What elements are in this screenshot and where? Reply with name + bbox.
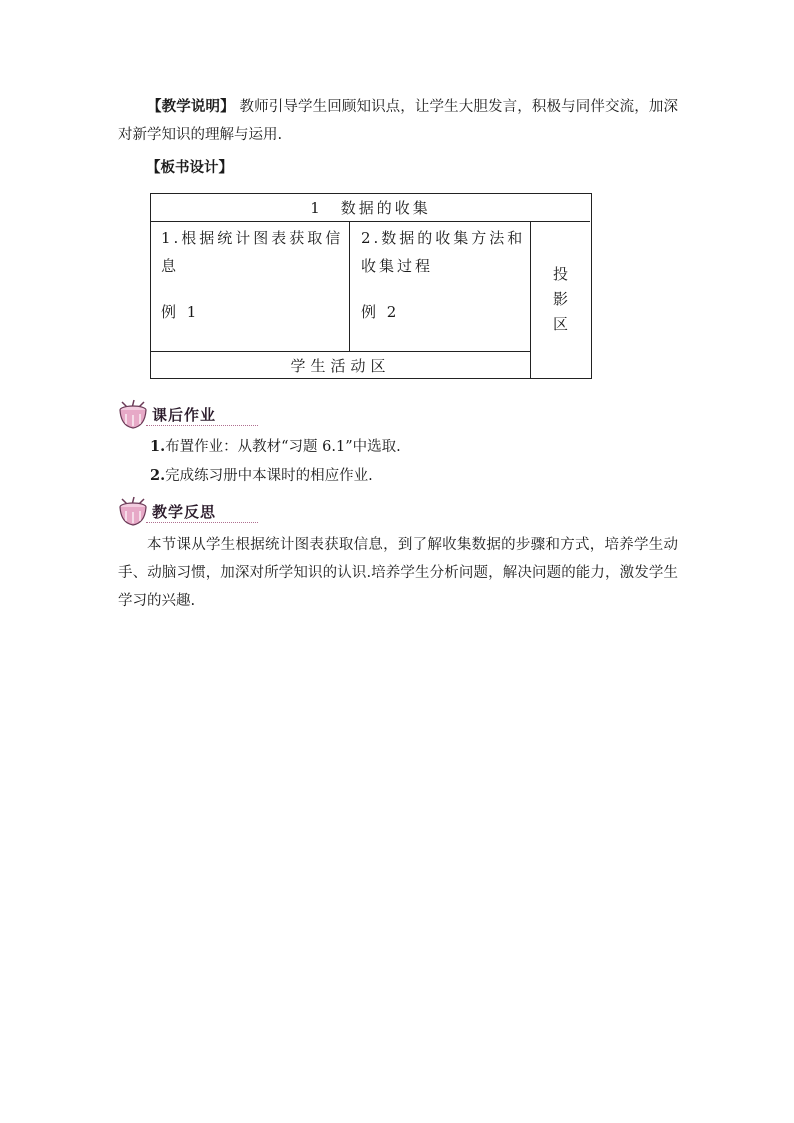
teaching-note xyxy=(118,93,678,149)
bag-icon xyxy=(116,495,156,529)
board-left-example: 例 1 xyxy=(161,303,200,321)
homework-item-1-text: 布置作业：从教材“习题 6.1”中选取. xyxy=(165,439,401,455)
bag-icon xyxy=(116,398,156,432)
homework-item-2 xyxy=(150,463,373,489)
board-left-text: 1.根据统计图表获取信息 xyxy=(161,229,344,275)
homework-section-title: 课后作业 xyxy=(152,406,217,424)
board-middle-text: 2.数据的收集方法和收集过程 xyxy=(361,229,526,275)
teaching-note-text: 教师引导学生回顾知识点，让学生大胆发言，积极与同伴交流，加深对新学知识的理解与运用. xyxy=(118,99,679,143)
board-middle-example: 例 2 xyxy=(361,303,400,321)
homework-item-1-num: 1. xyxy=(150,438,166,455)
reflection-section-title: 教学反思 xyxy=(152,503,217,521)
homework-item-2-text: 完成练习册中本课时的相应作业. xyxy=(165,468,373,484)
homework-section-badge xyxy=(116,398,258,432)
reflection-section-badge xyxy=(116,495,258,529)
teaching-note-label: 【教学说明】 xyxy=(147,98,235,115)
homework-item-2-num: 2. xyxy=(150,467,166,484)
board-title: 1 数据的收集 xyxy=(310,199,431,217)
board-design-table xyxy=(150,193,592,379)
reflection-underline xyxy=(146,522,258,523)
homework-item-1 xyxy=(150,434,401,460)
board-right-text: 投影区 xyxy=(553,265,569,333)
board-design-heading: 【板书设计】 xyxy=(146,159,233,176)
homework-underline xyxy=(146,425,258,426)
reflection-text: 本节课从学生根据统计图表获取信息，到了解收集数据的步骤和方式，培养学生动手、动脑习惯，加深对所学知识的认识.培养学生分析问题，解决问题的能力，激发学生学习的兴趣. xyxy=(118,537,678,609)
board-bottom-text: 学生活动区 xyxy=(290,357,391,375)
